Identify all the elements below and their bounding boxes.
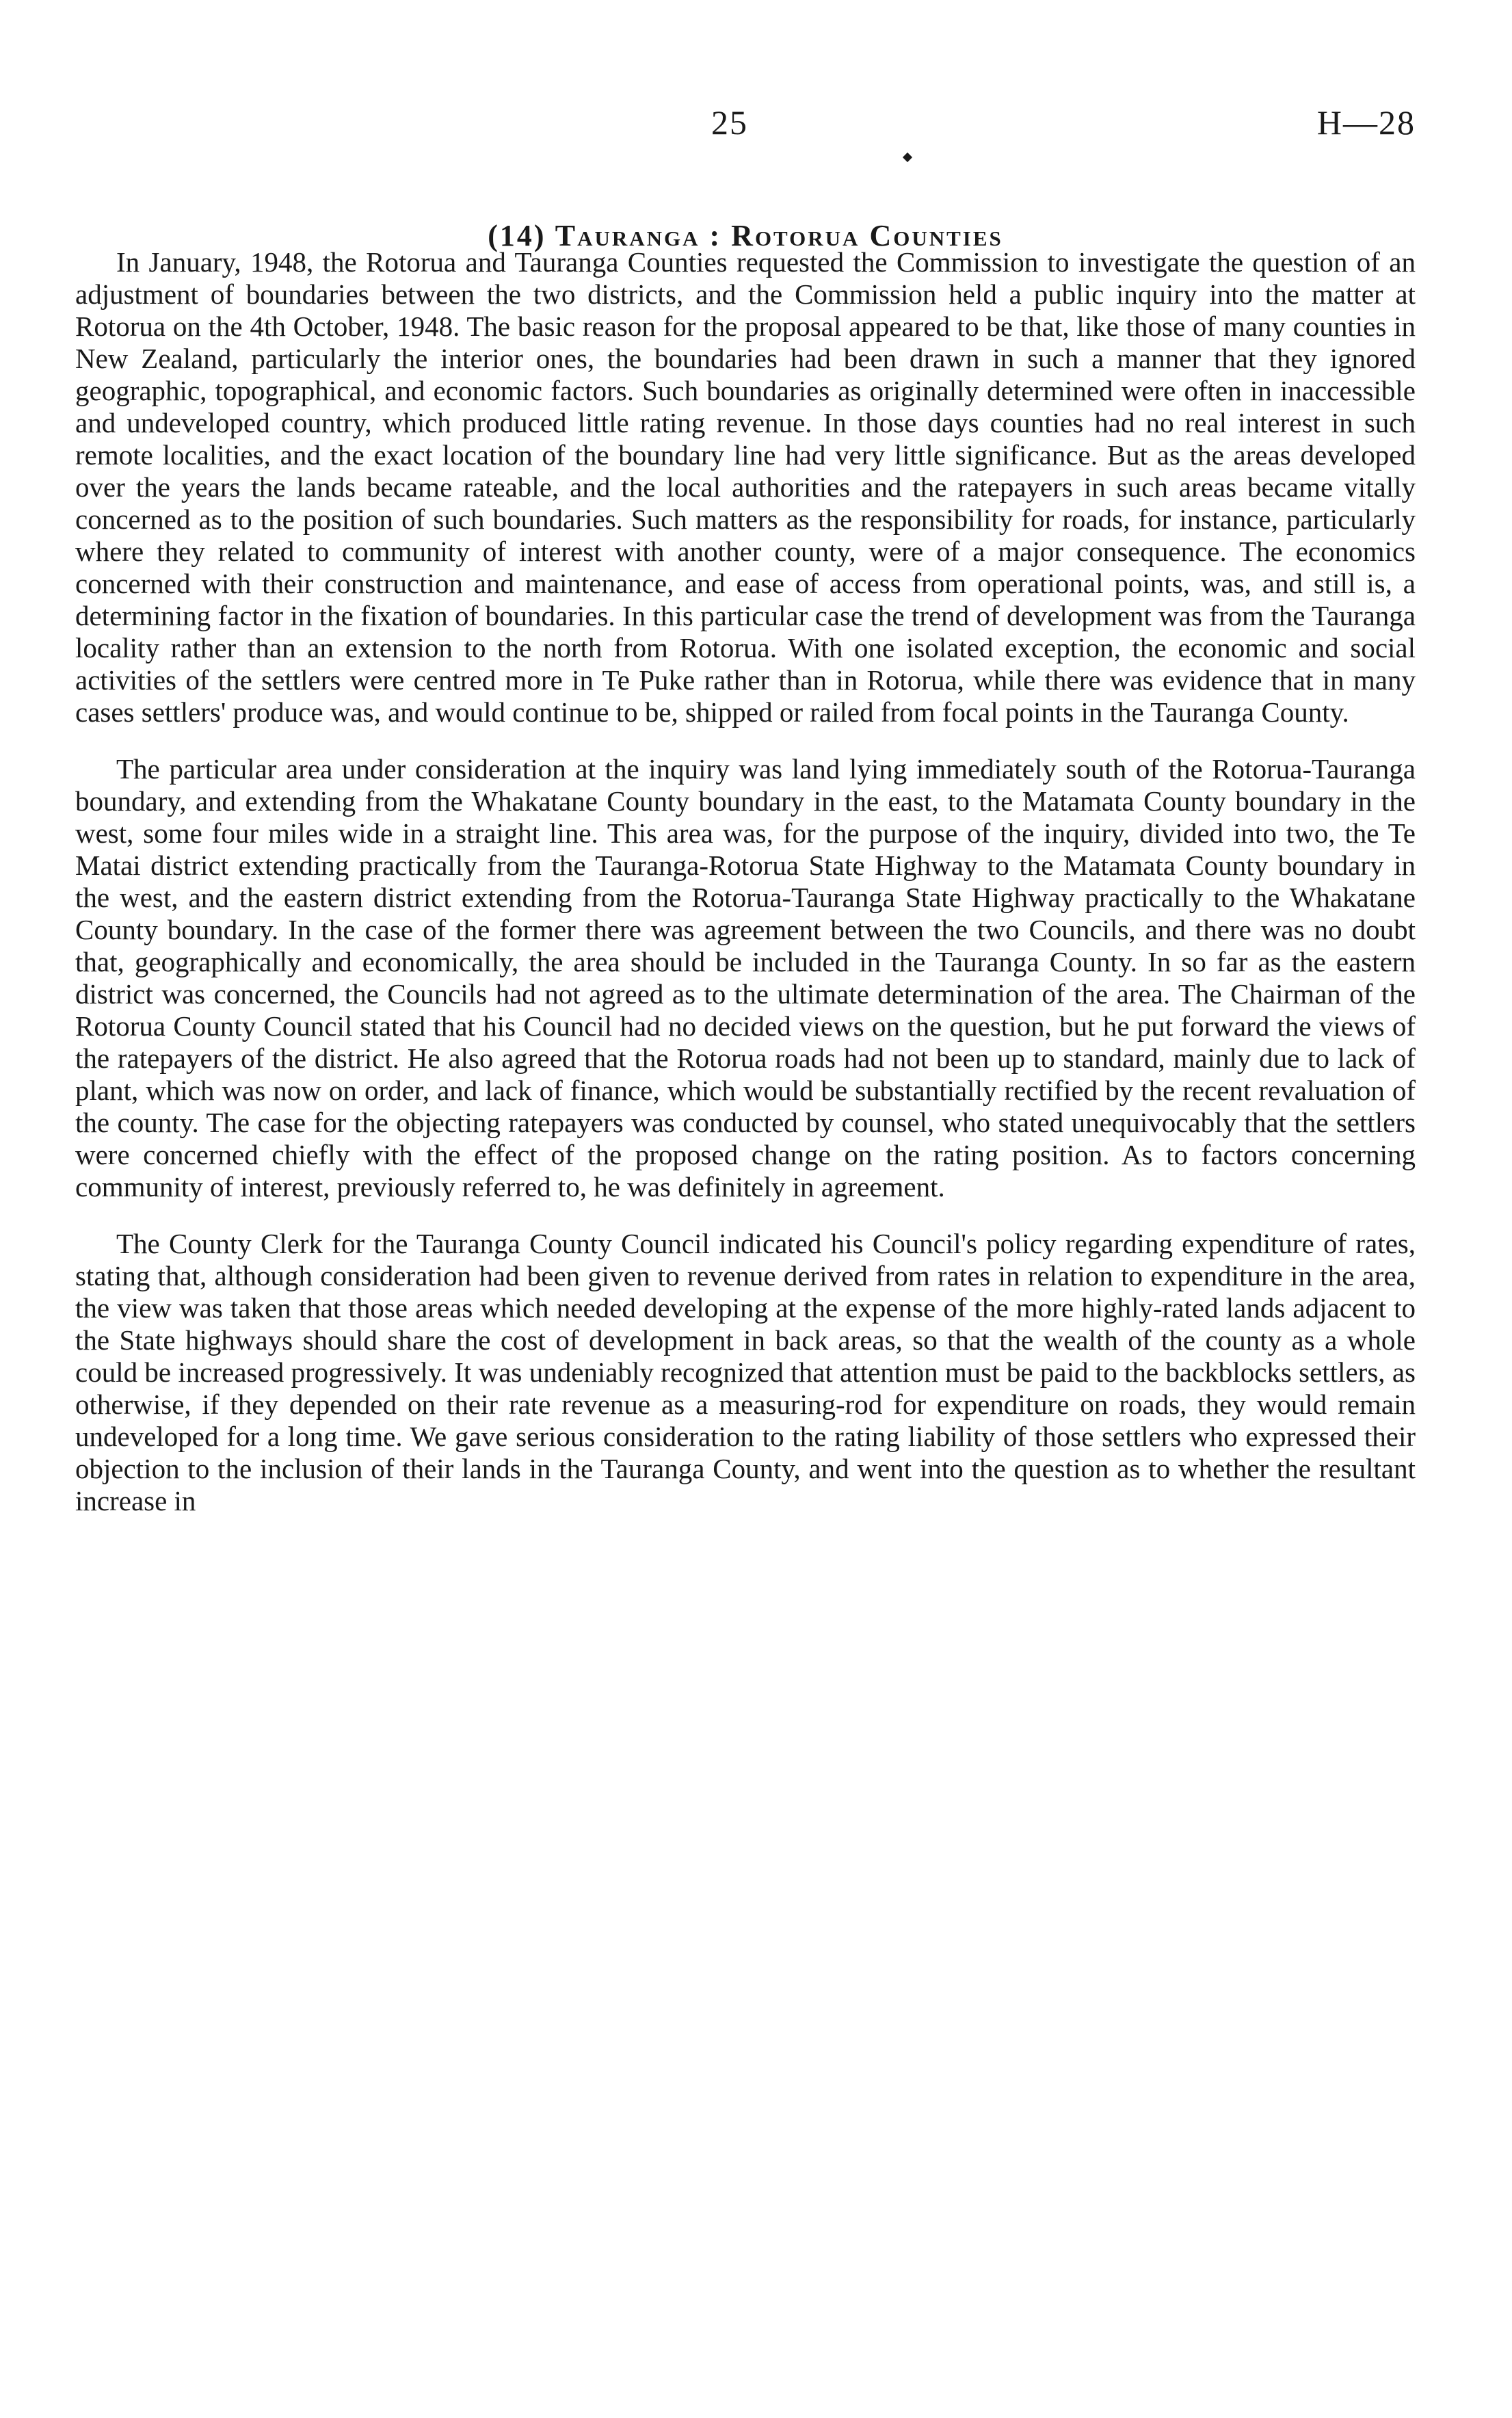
section-heading: (14) Tauranga : Rotorua Counties: [488, 218, 1003, 252]
document-page: [75, 0, 1416, 2418]
body-text: [75, 246, 1416, 1542]
paragraph-2: The particular area under consideration at the inquiry was land lying immediately south of the Rotorua-Tauranga boundary, and extending from the Whakatane County boundary in the east, to the Matamata County boundary in the west, some four miles wide in a straight line. This area was, for the purpose of the inquiry, divided into two, the Te Matai district extending practically from the Tauranga-Rotorua State Highway to the Matamata County boundary in the west, and the eastern district extending from the Rotorua-Tauranga State Highway practically to the Whakatane County boundary. In the case of the former there was agreement between the two Councils, and there was no doubt that, geographically and economically, the area should be included in the Tauranga County. In so far as the eastern district was concerned, the Councils had not agreed as to the ultimate determination of the area. The Chairman of the Rotorua County Council stated that his Council had no decided views on the question, but he put forward the views of the ratepayers of the district. He also agreed that the Rotorua roads had not been up to standard, mainly due to lack of plant, which was now on order, and lack of finance, which would be substantially rectified by the recent revaluation of the county. The case for the objecting ratepayers was conducted by counsel, who stated unequivocably that the settlers were concerned chiefly with the effect of the proposed change on the rating position. As to factors concerning community of interest, previously referred to, he was definitely in agreement.: [75, 753, 1416, 1203]
paragraph-3: The County Clerk for the Tauranga County Council indicated his Council's policy regarding expenditure of rates, stating that, although consideration had been given to revenue derived from rates in relation to expenditure in the area, the view was taken that those areas which needed developing at the expense of the more highly-rated lands adjacent to the State highways should share the cost of development in back areas, so that the wealth of the county as a whole could be increased progressively. It was undeniably recognized that attention must be paid to the backblocks settlers, as otherwise, if they depended on their rate revenue as a measuring-rod for expenditure on roads, they would remain undeveloped for a long time. We gave serious consideration to the rating liability of those settlers who expressed their objection to the inclusion of their lands in the Tauranga County, and went into the question as to whether the resultant increase in: [75, 1228, 1416, 1516]
page-header: [75, 103, 1416, 164]
series-code: H—28: [1316, 103, 1416, 142]
page-number: 25: [711, 103, 748, 142]
paragraph-1: In January, 1948, the Rotorua and Tauranga Counties requested the Commission to investigate the question of an adjustment of boundaries between the two districts, and the Commission held a public inquiry into the matter at Rotorua on the 4th October, 1948. The basic reason for the proposal appeared to be that, like those of many counties in New Zealand, particularly the interior ones, the boundaries had been drawn in such a manner that they ignored geographic, topographical, and economic factors. Such boundaries as originally determined were often in inaccessible and undeveloped country, which produced little rating revenue. In those days counties had no real interest in such remote localities, and the exact location of the boundary line had very little significance. But as the areas developed over the years the lands became rateable, and the local authorities and the ratepayers in such areas became vitally concerned as to the position of such boundaries. Such matters as the responsibility for roads, for instance, particularly where they related to community of interest with another county, were of a major consequence. The economics concerned with their construction and maintenance, and ease of access from operational points, was, and still is, a determining factor in the fixation of boundaries. In this particular case the trend of development was from the Tauranga locality rather than an extension to the north from Rotorua. With one isolated exception, the economic and social activities of the settlers were centred more in Te Puke rather than in Rotorua, while there was evidence that in many cases settlers' produce was, and would continue to be, shipped or railed from focal points in the Tauranga County.: [75, 246, 1416, 728]
